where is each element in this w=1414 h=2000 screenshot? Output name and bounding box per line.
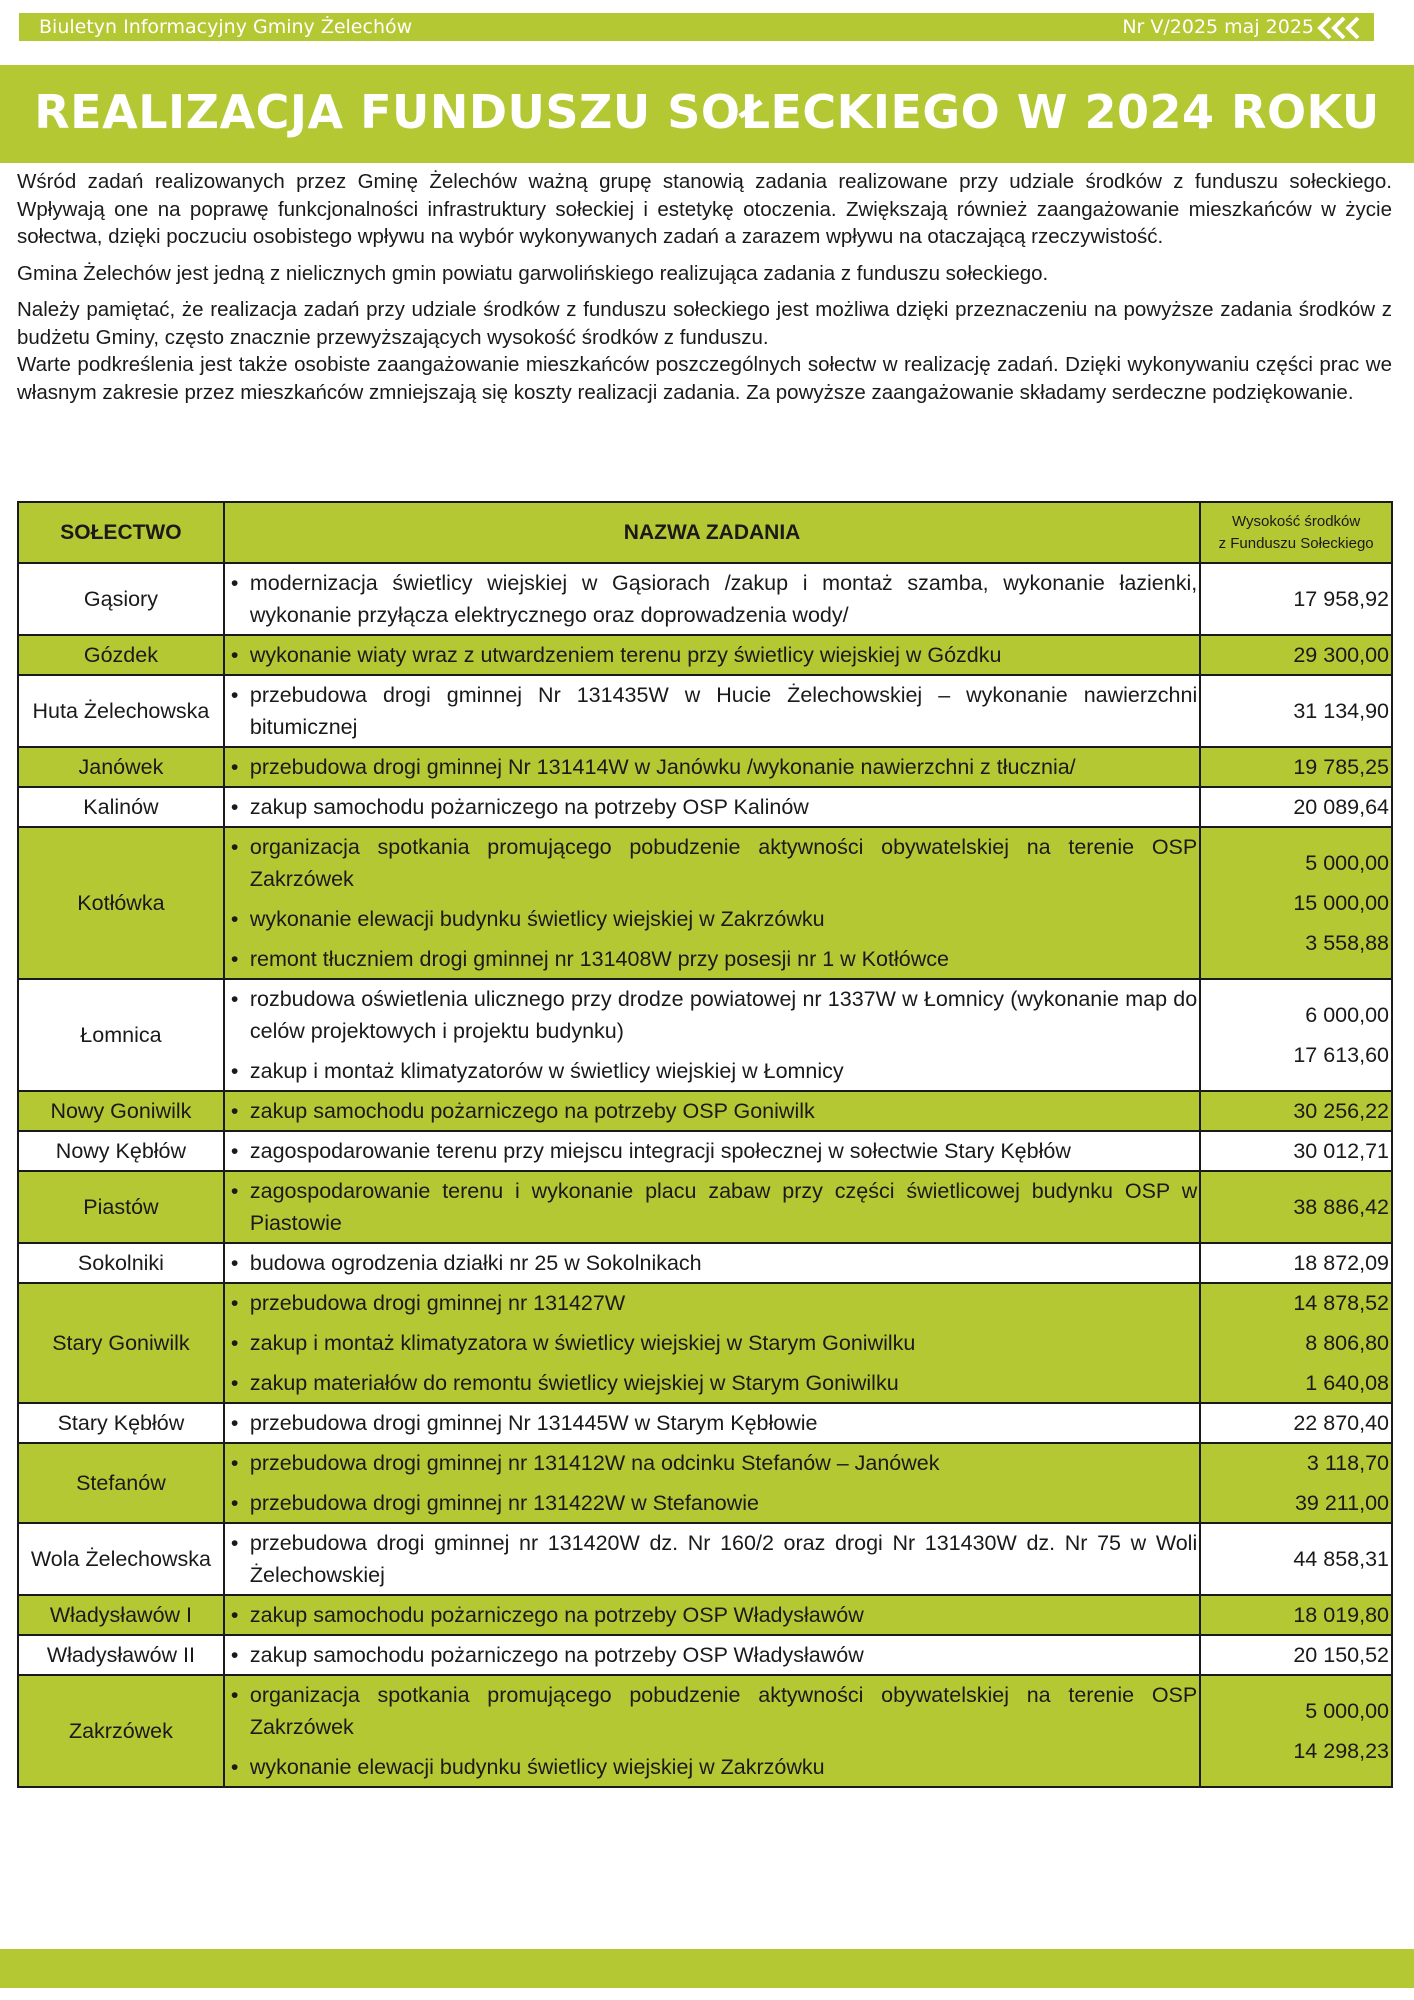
village-cell: Huta Żelechowska: [18, 675, 224, 747]
task-list: [225, 1407, 1197, 1439]
table-row: [18, 1283, 1392, 1403]
amount-cell: [1200, 1675, 1392, 1787]
task-item: • zakup samochodu pożarniczego na potrzeby OSP Kalinów: [225, 791, 1197, 823]
amount-value: 18 019,80: [1293, 1603, 1389, 1627]
table-header-row: [18, 502, 1392, 563]
task-list: [225, 791, 1197, 823]
amount-value: 17 958,92: [1293, 587, 1389, 611]
amount-cell: [1200, 1171, 1392, 1243]
intro-text: [17, 168, 1392, 406]
amount-value: 29 300,00: [1293, 643, 1389, 667]
footer-bar: [0, 1949, 1414, 1988]
amount-cell: [1200, 1243, 1392, 1283]
village-cell: Sokolniki: [18, 1243, 224, 1283]
task-item: • przebudowa drogi gminnej nr 131420W dz. Nr 160/2 oraz drogi Nr 131430W dz. Nr 75 w Woli Żelechowskiej: [225, 1527, 1197, 1591]
village-cell: Gąsiory: [18, 563, 224, 635]
intro-paragraph: Należy pamiętać, że realizacja zadań przy udziale środków z funduszu sołeckiego jest możliwa dzięki przeznaczeniu na powyższe zadania środków z budżetu Gminy, często znacznie przewyższających wysokość środków z funduszu.: [17, 298, 1392, 349]
task-cell: [224, 979, 1200, 1091]
task-cell: [224, 1595, 1200, 1635]
table-row: [18, 1091, 1392, 1131]
table-row: [18, 1171, 1392, 1243]
village-cell: Władysławów I: [18, 1595, 224, 1635]
task-list: [225, 1247, 1197, 1279]
issue-label: Nr V/2025 maj 2025: [1122, 16, 1314, 38]
table-row: [18, 1595, 1392, 1635]
amount-cell: [1200, 747, 1392, 787]
table-row: [18, 1131, 1392, 1171]
table-row: [18, 1675, 1392, 1787]
amount-cell: [1200, 1523, 1392, 1595]
task-list: [225, 751, 1197, 783]
chevrons-left-icon: [1316, 16, 1366, 40]
task-item: • zakup materiałów do remontu świetlicy wiejskiej w Starym Goniwilku: [225, 1367, 1197, 1399]
village-cell: Stary Kębłów: [18, 1403, 224, 1443]
task-list: [225, 831, 1197, 975]
intro-paragraph: Wśród zadań realizowanych przez Gminę Żelechów ważną grupę stanowią zadania realizowane przy udziale środków z funduszu sołeckiego. Wpływają one na poprawę funkcjonalności infrastruktury sołeckiej i estetykę otoczenia. Zwiększają również zaangażowanie mieszkańców w życie sołectwa, dzięki poczuciu osobistego wpływu na wybór wykonywanych zadań a zarazem wpływu na otaczającą rzeczywistość.: [17, 170, 1392, 248]
amount-value: 8 806,80: [1305, 1331, 1389, 1355]
amount-value: 5 000,00: [1305, 851, 1389, 875]
header-amount-line: z Funduszu Sołeckiego: [1218, 534, 1374, 552]
amount-cell: [1200, 1443, 1392, 1523]
table-row: [18, 1635, 1392, 1675]
task-cell: [224, 1131, 1200, 1171]
intro-paragraph: Warte podkreślenia jest także osobiste zaangażowanie mieszkańców poszczególnych sołectw w realizację zadań. Dzięki wykonywaniu części prac we własnym zakresie przez mieszkańców zmniejszają się koszty realizacji zadania. Za powyższe zaangażowanie składamy serdeczne podziękowanie.: [17, 353, 1392, 404]
page-title: REALIZACJA FUNDUSZU SOŁECKIEGO W 2024 ROKU: [34, 85, 1380, 139]
amount-value: 38 886,42: [1293, 1195, 1389, 1219]
task-cell: [224, 635, 1200, 675]
fund-table: [17, 501, 1393, 1788]
task-item: • przebudowa drogi gminnej Nr 131435W w Hucie Żelechowskiej – wykonanie nawierzchni bitumicznej: [225, 679, 1197, 743]
amount-value: 19 785,25: [1293, 755, 1389, 779]
task-cell: [224, 1171, 1200, 1243]
table-row: [18, 1443, 1392, 1523]
amount-cell: [1200, 1635, 1392, 1675]
task-cell: [224, 1523, 1200, 1595]
task-cell: [224, 1675, 1200, 1787]
amount-cell: [1200, 827, 1392, 979]
amount-value: 14 878,52: [1293, 1291, 1389, 1315]
task-cell: [224, 1635, 1200, 1675]
amount-cell: [1200, 675, 1392, 747]
header-amount: [1200, 502, 1392, 563]
amount-value: 30 012,71: [1293, 1139, 1389, 1163]
task-item: • wykonanie elewacji budynku świetlicy wiejskiej w Zakrzówku: [225, 903, 1197, 935]
village-cell: Łomnica: [18, 979, 224, 1091]
task-item: • przebudowa drogi gminnej nr 131422W w Stefanowie: [225, 1487, 1197, 1519]
task-list: [225, 639, 1197, 671]
task-list: [225, 1175, 1197, 1239]
amount-value: 30 256,22: [1293, 1099, 1389, 1123]
amount-value: 3 118,70: [1306, 1451, 1389, 1475]
amount-value: 17 613,60: [1293, 1043, 1389, 1067]
task-cell: [224, 827, 1200, 979]
task-list: [225, 1287, 1197, 1399]
table-row: [18, 675, 1392, 747]
task-cell: [224, 675, 1200, 747]
amount-cell: [1200, 635, 1392, 675]
task-cell: [224, 747, 1200, 787]
amount-value: 1 640,08: [1305, 1371, 1389, 1395]
village-cell: Władysławów II: [18, 1635, 224, 1675]
amount-cell: [1200, 1091, 1392, 1131]
task-item: • organizacja spotkania promującego pobudzenie aktywności obywatelskiej na terenie OSP Zakrzówek: [225, 831, 1197, 895]
table-body: [18, 563, 1392, 1787]
task-cell: [224, 563, 1200, 635]
intro-paragraph: Gmina Żelechów jest jedną z nielicznych gmin powiatu garwolińskiego realizująca zadania z funduszu sołeckiego.: [17, 261, 1049, 285]
amount-value: 14 298,23: [1293, 1739, 1389, 1763]
amount-cell: [1200, 563, 1392, 635]
task-list: [225, 1679, 1197, 1783]
title-banner: [0, 65, 1414, 163]
task-item: • rozbudowa oświetlenia ulicznego przy drodze powiatowej nr 1337W w Łomnicy (wykonanie map do celów projektowych i projektu budynku): [225, 983, 1197, 1047]
village-cell: Gózdek: [18, 635, 224, 675]
village-cell: Kalinów: [18, 787, 224, 827]
publication-name: Biuletyn Informacyjny Gminy Żelechów: [39, 16, 413, 38]
task-list: [225, 679, 1197, 743]
amount-value: 6 000,00: [1305, 1003, 1389, 1027]
table-row: [18, 827, 1392, 979]
task-list: [225, 567, 1197, 631]
task-item: • przebudowa drogi gminnej nr 131427W: [225, 1287, 1197, 1319]
task-item: • wykonanie wiaty wraz z utwardzeniem terenu przy świetlicy wiejskiej w Gózdku: [225, 639, 1197, 671]
task-item: • przebudowa drogi gminnej Nr 131445W w Starym Kębłowie: [225, 1407, 1197, 1439]
task-item: • zakup samochodu pożarniczego na potrzeby OSP Władysławów: [225, 1599, 1197, 1631]
table-row: [18, 979, 1392, 1091]
task-list: [225, 1095, 1197, 1127]
village-cell: Stary Goniwilk: [18, 1283, 224, 1403]
village-cell: Wola Żelechowska: [18, 1523, 224, 1595]
task-item: • organizacja spotkania promującego pobudzenie aktywności obywatelskiej na terenie OSP Zakrzówek: [225, 1679, 1197, 1743]
table-row: [18, 635, 1392, 675]
task-item: • budowa ogrodzenia działki nr 25 w Sokolnikach: [225, 1247, 1197, 1279]
amount-cell: [1200, 1595, 1392, 1635]
header-amount-line: Wysokość środków: [1232, 512, 1361, 530]
table-row: [18, 1243, 1392, 1283]
amount-value: 3 558,88: [1305, 931, 1389, 955]
amount-value: 18 872,09: [1293, 1251, 1389, 1275]
task-list: [225, 1447, 1197, 1519]
task-cell: [224, 1091, 1200, 1131]
task-cell: [224, 1443, 1200, 1523]
task-list: [225, 1599, 1197, 1631]
amount-value: 20 150,52: [1293, 1643, 1389, 1667]
header-task: NAZWA ZADANIA: [224, 502, 1200, 563]
amount-value: 15 000,00: [1293, 891, 1389, 915]
village-cell: Kotłówka: [18, 827, 224, 979]
header-village: SOŁECTWO: [18, 502, 224, 563]
village-cell: Piastów: [18, 1171, 224, 1243]
amount-value: 31 134,90: [1293, 699, 1389, 723]
amount-cell: [1200, 1403, 1392, 1443]
amount-cell: [1200, 1283, 1392, 1403]
task-item: • remont tłuczniem drogi gminnej nr 131408W przy posesji nr 1 w Kotłówce: [225, 943, 1197, 975]
amount-value: 22 870,40: [1293, 1411, 1389, 1435]
task-list: [225, 1135, 1197, 1167]
header-bar: [19, 13, 1374, 41]
amount-cell: [1200, 979, 1392, 1091]
task-cell: [224, 1403, 1200, 1443]
task-item: • zakup samochodu pożarniczego na potrzeby OSP Goniwilk: [225, 1095, 1197, 1127]
task-item: • wykonanie elewacji budynku świetlicy wiejskiej w Zakrzówku: [225, 1751, 1197, 1783]
amount-value: 44 858,31: [1293, 1547, 1389, 1571]
task-item: • przebudowa drogi gminnej Nr 131414W w Janówku /wykonanie nawierzchni z tłucznia/: [225, 751, 1197, 783]
task-item: • zagospodarowanie terenu i wykonanie placu zabaw przy części świetlicowej budynku OSP w Piastowie: [225, 1175, 1197, 1239]
table-row: [18, 1523, 1392, 1595]
task-item: • zakup samochodu pożarniczego na potrzeby OSP Władysławów: [225, 1639, 1197, 1671]
task-cell: [224, 1283, 1200, 1403]
task-list: [225, 1639, 1197, 1671]
task-item: • zakup i montaż klimatyzatorów w świetlicy wiejskiej w Łomnicy: [225, 1055, 1197, 1087]
village-cell: Zakrzówek: [18, 1675, 224, 1787]
task-cell: [224, 787, 1200, 827]
task-item: • zakup i montaż klimatyzatora w świetlicy wiejskiej w Starym Goniwilku: [225, 1327, 1197, 1359]
village-cell: Stefanów: [18, 1443, 224, 1523]
task-item: • przebudowa drogi gminnej nr 131412W na odcinku Stefanów – Janówek: [225, 1447, 1197, 1479]
table-row: [18, 563, 1392, 635]
task-item: • zagospodarowanie terenu przy miejscu integracji społecznej w sołectwie Stary Kębłów: [225, 1135, 1197, 1167]
amount-cell: [1200, 1131, 1392, 1171]
task-list: [225, 1527, 1197, 1591]
amount-cell: [1200, 787, 1392, 827]
amount-value: 20 089,64: [1293, 795, 1389, 819]
amount-value: 39 211,00: [1294, 1491, 1389, 1515]
village-cell: Nowy Goniwilk: [18, 1091, 224, 1131]
task-item: • modernizacja świetlicy wiejskiej w Gąsiorach /zakup i montaż szamba, wykonanie łazienki, wykonanie przyłącza elektrycznego oraz doprowadzenia wody/: [225, 567, 1197, 631]
table-row: [18, 787, 1392, 827]
table-row: [18, 1403, 1392, 1443]
task-list: [225, 983, 1197, 1087]
village-cell: Nowy Kębłów: [18, 1131, 224, 1171]
task-cell: [224, 1243, 1200, 1283]
amount-value: 5 000,00: [1305, 1699, 1389, 1723]
village-cell: Janówek: [18, 747, 224, 787]
table-row: [18, 747, 1392, 787]
